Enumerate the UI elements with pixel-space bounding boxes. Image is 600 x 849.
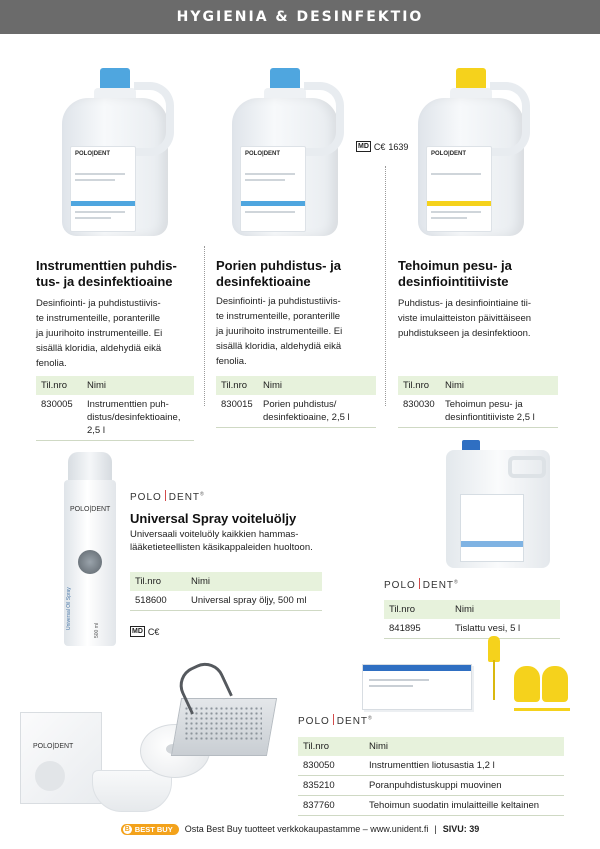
bottle-cap	[456, 68, 486, 90]
footer-text: Osta Best Buy tuotteet verkkokaupastamme – www.unident.fi	[184, 824, 429, 834]
table-row: 518600 Universal spray öljy, 500 ml	[130, 591, 322, 611]
table-header: Til.nro Nimi	[36, 376, 194, 395]
table-row: 841895 Tislattu vesi, 5 l	[384, 619, 560, 639]
best-buy-icon: B	[124, 825, 130, 833]
product-table	[384, 600, 560, 639]
md-ce-mark: MD C€ 1639	[358, 141, 409, 152]
product-image-bur-cleaning-cup	[170, 664, 278, 764]
product-title: Porien puhdistus- ja desinfektioaine	[216, 258, 341, 289]
table-header: Til.nro Nimi	[216, 376, 376, 395]
best-buy-badge[interactable]: B BEST BUY	[121, 824, 179, 835]
table-row: 830015 Porien puhdistus/ desinfektioaine, 2,5 l	[216, 395, 376, 428]
product-image-filter-package	[362, 664, 472, 710]
md-ce-mark: MD C€	[132, 626, 160, 637]
bottle-brand: POLO|DENT	[75, 151, 111, 157]
column-divider	[385, 166, 386, 406]
product-table	[36, 376, 194, 441]
brand-logo: POLO DENT®	[384, 579, 459, 591]
bottle-cap	[270, 68, 300, 90]
product-title: Universal Spray voiteluöljy	[130, 511, 297, 526]
product-table	[130, 572, 322, 611]
brand-logo: POLO DENT®	[298, 715, 373, 727]
table-header: Til.nro Nimi	[130, 572, 322, 591]
column-divider	[204, 246, 205, 406]
product-image-spray-can	[58, 452, 122, 648]
product-description: Puhdistus- ja desinfiointiaine tii- viste imulaitteiston päivittäiseen puhdistukseen ja desinfektioon.	[398, 298, 532, 339]
bottle-cap	[100, 68, 130, 90]
product-table	[216, 376, 376, 428]
table-row: 837760 Tehoimun suodatin imulaitteille keltainen	[298, 796, 564, 816]
can-label: Universal Oil Spray	[66, 587, 72, 630]
box-brand: POLO|DENT	[33, 743, 74, 750]
handpiece-icon	[78, 550, 102, 574]
product-title: Tehoimun pesu- ja desinfiointitiiviste	[398, 258, 512, 289]
page-title: HYGIENIA & DESINFEKTIO	[176, 9, 424, 25]
table-header: Til.nro Nimi	[298, 737, 564, 756]
bottle-brand: POLO|DENT	[431, 151, 467, 157]
table-row: 830050 Instrumenttien liotusastia 1,2 l	[298, 756, 564, 776]
product-table	[398, 376, 558, 428]
table-header: Til.nro Nimi	[398, 376, 558, 395]
page-footer	[0, 820, 600, 838]
can-brand: POLO|DENT	[70, 506, 111, 513]
product-image-suction-filter	[478, 636, 578, 726]
table-row: 830005 Instrumenttien puh- distus/desinfektioaine, 2,5 l	[36, 395, 194, 441]
product-title: Instrumenttien puhdis- tus- ja desinfektioaine	[36, 258, 177, 289]
table-header: Til.nro Nimi	[384, 600, 560, 619]
product-description: Universaali voiteluöly kaikkien hammas- lääketieteellisten käsikappaleiden huoltoon.	[130, 529, 313, 553]
footer-separator: |	[434, 824, 437, 834]
can-volume: 500 ml	[94, 622, 100, 638]
product-image-water-canister	[440, 440, 550, 568]
table-row: 830030 Tehoimun pesu- ja desinfiontitiiviste 2,5 l	[398, 395, 558, 428]
page-number: SIVU: 39	[442, 824, 480, 834]
table-row: 835210 Poranpuhdistuskuppi muovinen	[298, 776, 564, 796]
page-header	[0, 0, 600, 34]
product-description: Desinfiointi- ja puhdistustiivis- te instrumenteille, poranterille ja juurihoito instrumenteille. Ei sisällä kloridia, aldehydiä eikä fenolia.	[216, 296, 343, 367]
product-description: Desinfiointi- ja puhdistustiivis- te instrumenteille, poranterille ja juurihoito instrumenteille. Ei sisällä kloridia, aldehydiä eikä fenolia.	[36, 298, 163, 369]
brand-logo: POLO DENT®	[130, 491, 205, 503]
bottle-brand: POLO|DENT	[245, 151, 281, 157]
product-table	[298, 737, 564, 816]
